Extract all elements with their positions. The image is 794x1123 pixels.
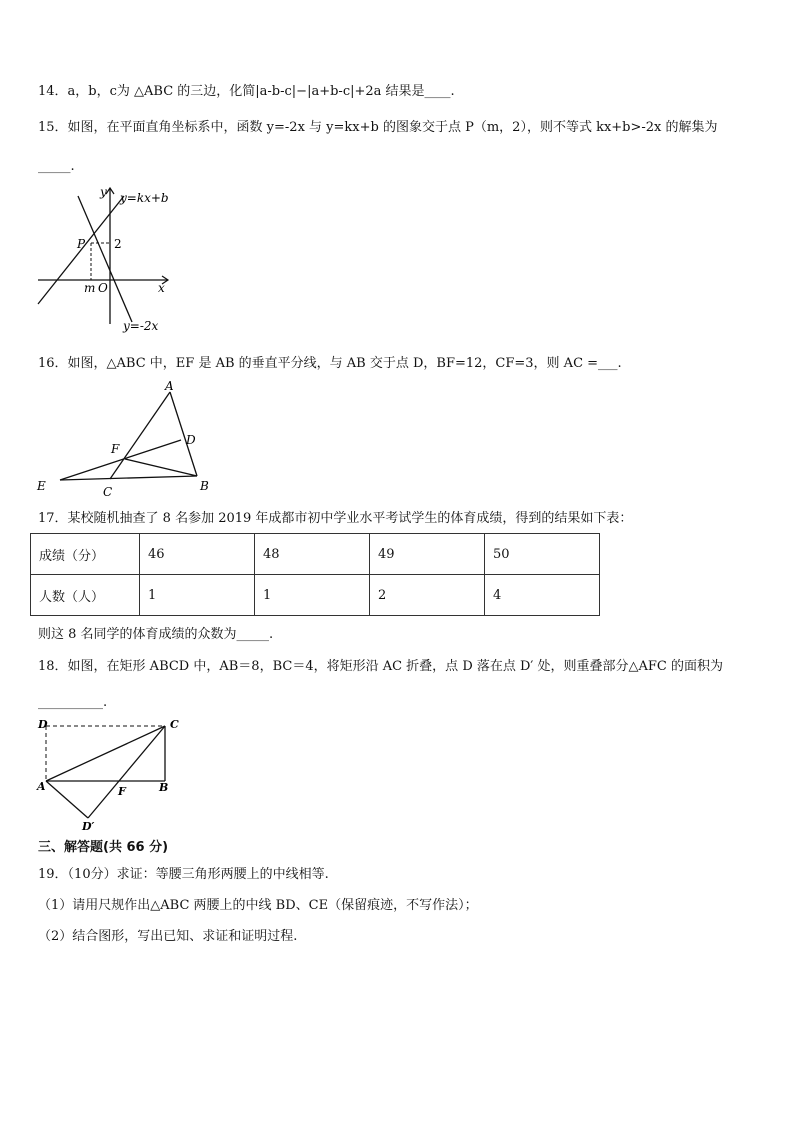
question-17-answer: 则这 8 名同学的体育成绩的众数为_____. (38, 627, 274, 642)
question-16: 16．如图，△ABC 中，EF 是 AB 的垂直平分线，与 AB 交于点 D，BF=12，CF=3，则 AC =___. (38, 356, 622, 371)
question-19: 19．（10分）求证：等腰三角形两腰上的中线相等. (38, 867, 329, 882)
segment-cd-prime (88, 726, 165, 818)
question-18: 18．如图，在矩形 ABCD 中，AB＝8，BC＝4，将矩形沿 AC 折叠，点 D 落在点 D′ 处，则重叠部分△AFC 的面积为 (38, 659, 723, 674)
segment-fb (125, 459, 197, 476)
segment-ac (110, 392, 170, 479)
figure-15-coordinate-graph (34, 184, 174, 336)
segment-ad-prime (46, 781, 88, 818)
segment-eb (60, 476, 197, 480)
question-19-part-2: （2）结合图形，写出已知、求证和证明过程. (38, 929, 298, 944)
figure-18-rectangle-fold (34, 714, 194, 836)
label-e: E (37, 479, 46, 493)
label-x-axis: x (158, 281, 165, 295)
label-a: A (37, 780, 46, 793)
figure-16-triangle (34, 380, 224, 502)
question-14: 14．a，b，c为 △ABC 的三边，化简|a-b-c|−|a+b-c|+2a 结果是____. (38, 84, 455, 99)
table-cell: 50 (485, 534, 600, 575)
question-15: 15．如图，在平面直角坐标系中，函数 y=-2x 与 y=kx+b 的图象交于点 P（m，2），则不等式 kx+b>-2x 的解集为 (38, 120, 718, 135)
table-row (31, 534, 600, 575)
line-y-neg-2x (78, 196, 132, 322)
question-15-answer-blank: _____. (38, 159, 75, 174)
table-row (31, 575, 600, 616)
table-cell: 人数（人） (31, 575, 140, 616)
label-line-kx-b: y=kx+b (120, 191, 169, 205)
segment-ac (46, 726, 165, 781)
label-d: D (186, 433, 196, 447)
question-19-part-1: （1）请用尺规作出△ABC 两腰上的中线 BD、CE（保留痕迹，不写作法）； (38, 898, 478, 913)
table-cell: 49 (370, 534, 485, 575)
segment-ed (60, 440, 181, 480)
table-cell: 1 (140, 575, 255, 616)
score-table (30, 533, 600, 616)
section-title: 三、解答题(共 66 分) (38, 840, 169, 855)
table-cell: 48 (255, 534, 370, 575)
label-d-prime: D′ (82, 820, 95, 833)
label-c: C (103, 485, 113, 499)
question-17: 17．某校随机抽查了 8 名参加 2019 年成都市初中学业水平考试学生的体育成绩，得到的结果如下表： (38, 511, 633, 526)
table-cell: 4 (485, 575, 600, 616)
table-cell: 成绩（分） (31, 534, 140, 575)
label-y-axis: y (100, 185, 107, 199)
label-line-neg-2x: y=-2x (123, 319, 159, 333)
label-origin: O (98, 281, 108, 295)
table-cell: 2 (370, 575, 485, 616)
table-cell: 1 (255, 575, 370, 616)
label-a: A (165, 380, 174, 393)
question-18-answer-blank: __________. (38, 695, 108, 710)
table-cell: 46 (140, 534, 255, 575)
label-c: C (170, 718, 179, 731)
label-b: B (159, 781, 169, 794)
label-point-p: P (77, 237, 86, 251)
label-d: D (38, 718, 48, 731)
label-two: 2 (114, 237, 122, 251)
label-f: F (111, 442, 120, 456)
label-b: B (200, 479, 209, 493)
label-f: F (118, 785, 126, 798)
label-m: m (84, 281, 96, 295)
